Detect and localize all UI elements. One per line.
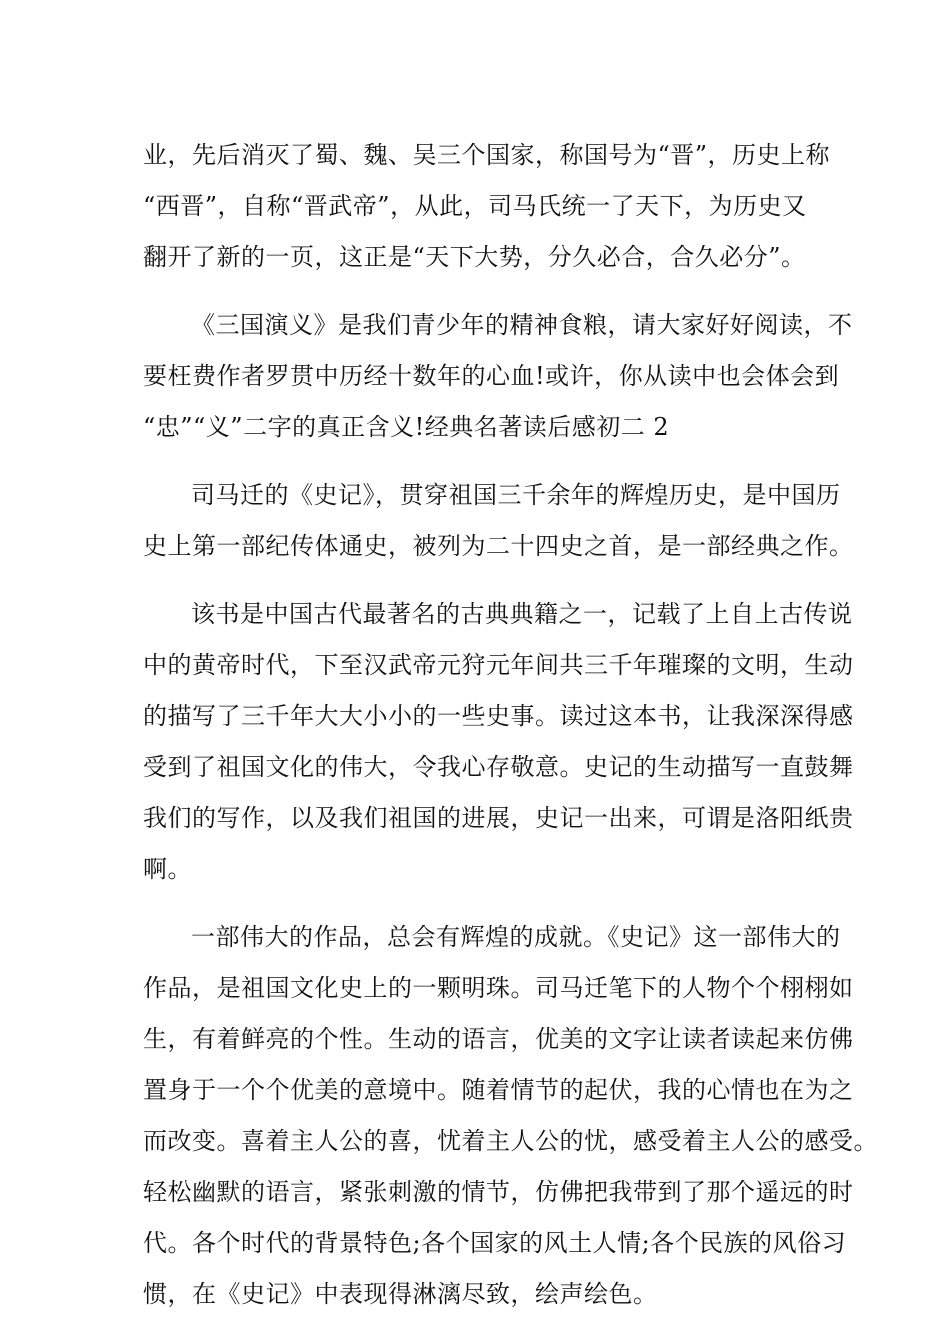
text-line: 业，先后消灭了蜀、魏、吴三个国家，称国号为“晋”，历史上称 bbox=[143, 141, 831, 169]
text-line: 啊。 bbox=[143, 855, 192, 883]
text-line: “西晋”，自称“晋武帝”，从此，司马氏统一了天下，为历史又 bbox=[143, 192, 807, 220]
text-line: 一部伟大的作品，总会有辉煌的成就。《史记》这一部伟大的 bbox=[191, 923, 841, 951]
text-line: 受到了祖国文化的伟大，令我心存敬意。史记的生动描写一直鼓舞 bbox=[143, 753, 854, 781]
document-page bbox=[143, 130, 878, 1320]
text-line: 轻松幽默的语言，紧张刺激的情节，仿佛把我带到了那个遥远的时 bbox=[143, 1178, 854, 1206]
text-line: 我们的写作，以及我们祖国的进展，史记一出来，可谓是洛阳纸贵 bbox=[143, 804, 854, 832]
text-line: 生，有着鲜亮的个性。生动的语言，优美的文字让读者读起来仿佛 bbox=[143, 1025, 854, 1053]
text-line: 要枉费作者罗贯中历经十数年的心血!或许，你从读中也会体会到 bbox=[143, 362, 840, 390]
paragraph-3 bbox=[143, 470, 854, 572]
paragraph-1 bbox=[143, 130, 833, 283]
paragraph-4 bbox=[143, 589, 854, 895]
text-line: 该书是中国古代最著名的古典典籍之一，记载了上自上古传说 bbox=[191, 600, 853, 628]
text-line: 代。各个时代的背景特色;各个国家的风土人情;各个民族的风俗习 bbox=[143, 1229, 847, 1257]
text-line: 《三国演义》是我们青少年的精神食粮，请大家好好阅读，不 bbox=[191, 311, 853, 339]
text-line: 翻开了新的一页，这正是“天下大势，分久必合，合久必分”。 bbox=[143, 243, 806, 271]
text-line: 司马迁的《史记》，贯穿祖国三千余年的辉煌历史，是中国历 bbox=[191, 481, 841, 509]
paragraph-5 bbox=[143, 912, 878, 1320]
text-line: 的描写了三千年大大小小的一些史事。读过这本书，让我深深得感 bbox=[143, 702, 854, 730]
text-line: 惯，在《史记》中表现得淋漓尽致，绘声绘色。 bbox=[143, 1280, 658, 1308]
text-line: 作品，是祖国文化史上的一颗明珠。司马迁笔下的人物个个栩栩如 bbox=[143, 974, 854, 1002]
paragraph-2 bbox=[143, 300, 853, 453]
text-line: 置身于一个个优美的意境中。随着情节的起伏，我的心情也在为之 bbox=[143, 1076, 854, 1104]
text-line: “忠”“义”二字的真正含义!经典名著读后感初二 2 bbox=[143, 413, 670, 441]
text-line: 而改变。喜着主人公的喜，忧着主人公的忧，感受着主人公的感受。 bbox=[143, 1127, 878, 1155]
text-line: 史上第一部纪传体通史，被列为二十四史之首，是一部经典之作。 bbox=[143, 532, 854, 560]
text-line: 中的黄帝时代，下至汉武帝元狩元年间共三千年璀璨的文明，生动 bbox=[143, 651, 854, 679]
